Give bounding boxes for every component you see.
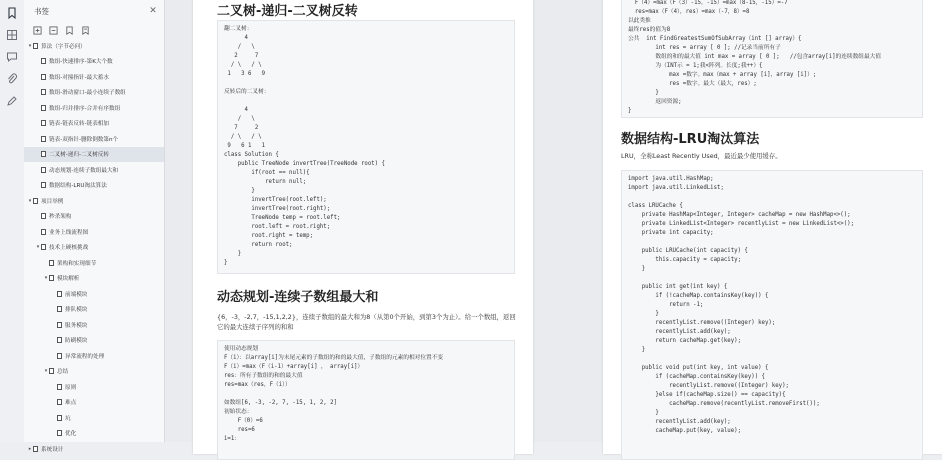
pdf-page-left [193, 0, 533, 454]
bookmark-label: 数组-对撞指针-最大蓄水 [49, 74, 109, 81]
bookmark-label: 系统设计 [41, 446, 64, 453]
bookmark-page-icon [41, 244, 46, 250]
paperclip-icon[interactable] [5, 72, 19, 86]
bookmark-item[interactable] [24, 209, 164, 225]
bookmark-label: 总结 [57, 369, 69, 376]
expand-toggle-icon[interactable]: ▾ [44, 368, 48, 375]
bookmark-item[interactable] [24, 69, 164, 85]
bookmark-item[interactable] [24, 193, 164, 209]
bookmark-page-icon [41, 151, 46, 157]
bookmark-panel [24, 0, 165, 453]
dp-description: {6，-3，-2,7，-15,1,2,2}，连续子数组的最大和为8（从第0个开始，到第3个为止）。给一个数组，返回它的最大连续子序列的和和 [217, 313, 516, 331]
bookmark-item[interactable] [24, 100, 164, 116]
bookmark-icon[interactable] [5, 6, 19, 20]
bookmark-item[interactable] [24, 224, 164, 240]
bookmark-item[interactable] [24, 395, 164, 411]
bookmark-toolbar [24, 22, 164, 38]
pen-icon[interactable] [5, 94, 19, 108]
bookmark-item[interactable] [24, 116, 164, 132]
bookmark-page-icon [33, 43, 38, 49]
bookmark-item[interactable] [24, 364, 164, 380]
expand-toggle-icon[interactable]: ▸ [28, 445, 32, 452]
bookmark-page-icon [57, 322, 62, 328]
expand-toggle-icon[interactable]: ▾ [28, 42, 32, 49]
left-toolbar [0, 0, 25, 442]
bookmark-label: 模块解析 [57, 276, 80, 283]
bookmark-page-icon [41, 213, 46, 219]
bookmark-label: 动态规划-连续子数组最大和 [49, 167, 119, 174]
bookmark-page-icon [41, 229, 46, 235]
bookmark-page-icon [57, 415, 62, 421]
expand-toggle-icon[interactable]: ▾ [28, 197, 32, 204]
bookmark-page-icon [33, 198, 38, 204]
bookmark-page-icon [57, 291, 62, 297]
bookmark-item[interactable] [24, 85, 164, 101]
expand-toggle-icon[interactable]: ▾ [44, 275, 48, 282]
bookmark-page-icon [41, 74, 46, 80]
bookmark-page-icon [41, 136, 46, 142]
bookmark-item[interactable] [24, 317, 164, 333]
section-heading-dp: 动态规划-连续子数组最大和 [217, 290, 379, 305]
section-heading-lru: 数据结构-LRU淘汰算法 [621, 132, 760, 147]
bookmark-item[interactable] [24, 379, 164, 395]
lru-description: LRU，全称Least Recently Used，最近最少使用缓存。 [621, 152, 782, 160]
bookmark-item[interactable] [24, 302, 164, 318]
bookmark-page-icon [41, 167, 46, 173]
bookmark-label: 防刷模块 [65, 338, 88, 345]
bookmark-label: 数组-归并排序-合并有序数组 [49, 105, 121, 112]
bookmark-page-icon [49, 275, 54, 281]
bookmark-item[interactable] [24, 54, 164, 70]
bookmark-page-icon [41, 89, 46, 95]
bookmark-item[interactable] [24, 178, 164, 194]
bookmark-item[interactable] [24, 286, 164, 302]
bookmark-item[interactable] [24, 255, 164, 271]
bookmark-label: 数组-滑动窗口-最小连续子数组 [49, 90, 126, 97]
bookmark-item[interactable] [24, 147, 164, 163]
bookmark-item[interactable] [24, 131, 164, 147]
code-block-dp: 使用动态规划 F（i）：以array[i]为末尾元素的子数组的和的最大值，子数组的元素的相对位置不变 F（i）=max（F（i-1）+array[i] ， array[i]） res：所有子数组的和的最大值 res=max（res，F（i）） 如数组[6, -3, -2, 7, -15, 1, 2, 2] 初始状态： F（0）=6 res=6 i=1： [217, 340, 515, 460]
bookmark-item[interactable] [24, 348, 164, 364]
bookmark-item[interactable] [24, 410, 164, 426]
bookmark-item[interactable] [24, 426, 164, 442]
pdf-page-right [603, 0, 942, 454]
bookmark-label: 链表-双指针-删除倒数第n个 [49, 136, 119, 143]
add-bookmark-icon[interactable] [64, 25, 74, 35]
bookmark-label: 原则 [65, 384, 77, 391]
section-heading-binary-tree: 二叉树-递归-二叉树反转 [217, 4, 358, 19]
bookmark-label: 项目举例 [41, 198, 64, 205]
bookmark-item[interactable] [24, 441, 164, 457]
expand-all-icon[interactable] [32, 25, 42, 35]
bookmark-label: 架构和实现细节 [57, 260, 97, 267]
comment-icon[interactable] [5, 50, 19, 64]
code-block-invert-tree: 翻二叉树： 4 / \ 2 7 / \ / \ 1 3 6 9 反转后的二叉树： 4 / \ 7 2 / \ / \ 9 6 1 1 class Solution { public TreeNode invertTree(TreeNode root) { if(root == null){ return null; } invertTree(root.left); invertTree(root.right); TreeNode temp = root.left; root.left = root.right; root.right = temp; return root; } } [217, 20, 515, 274]
bookmark-label: 算法（字节必问） [41, 43, 86, 50]
code-block-max-subarray: F（4）=max（F（3）-15，-15）=max（8-15，-15）=-7 res=max（F（4），res）=max（-7，8）=8 以此类推 最终res的值为8 公共 int FindGreatestSumOfSubArray（int [] array）{ int res = array [ 0 ]; //记录当前所有子 数组的和的最大值 int max = array [ 0 ]; //包含array[i]的连续数组最大值 为（INT示 = 1;我<阵列。长度;我++）{ max =数字。max（max + array [i]，array [i]）; res =数字。最大（最大，res）; } 返回资源; } [621, 0, 923, 118]
bookmark-page-icon [57, 399, 62, 405]
bookmark-label: 异常流程的处理 [65, 353, 105, 360]
delete-bookmark-icon[interactable] [80, 25, 90, 35]
bookmark-page-icon [41, 182, 46, 188]
bookmark-page-icon [57, 337, 62, 343]
bookmark-page-icon [57, 430, 62, 436]
bookmark-label: 排队模块 [65, 307, 88, 314]
expand-toggle-icon[interactable]: ▾ [36, 244, 40, 251]
collapse-all-icon[interactable] [48, 25, 58, 35]
bookmark-page-icon [41, 120, 46, 126]
document-viewport[interactable] [165, 0, 942, 442]
bookmark-label: 秒杀架构 [49, 214, 72, 221]
bookmark-label: 链表-链表反转-链表相加 [49, 121, 109, 128]
bookmark-tree [24, 38, 164, 457]
bookmark-item[interactable] [24, 271, 164, 287]
bookmark-page-icon [57, 384, 62, 390]
bookmark-page-icon [41, 105, 46, 111]
bookmark-item[interactable] [24, 162, 164, 178]
bookmark-item[interactable] [24, 333, 164, 349]
bookmark-label: 业务上线流程图 [49, 229, 89, 236]
bookmark-page-icon [57, 306, 62, 312]
bookmark-page-icon [57, 353, 62, 359]
grid-icon[interactable] [5, 28, 19, 42]
bookmark-label: 难点 [65, 400, 77, 407]
bookmark-label: 坑 [65, 415, 71, 422]
bookmark-label: 服务模块 [65, 322, 88, 329]
bookmark-panel-header [24, 0, 164, 22]
bookmark-page-icon [33, 446, 38, 452]
bookmark-item[interactable] [24, 38, 164, 54]
bookmark-page-icon [49, 260, 54, 266]
bookmark-label: 数据结构-LRU淘汰算法 [49, 183, 107, 190]
bookmark-page-icon [49, 368, 54, 374]
bookmark-panel-title: 书签 [34, 6, 49, 16]
bookmark-page-icon [41, 58, 46, 64]
bookmark-label: 技术上硬核挑战 [49, 245, 89, 252]
bookmark-item[interactable] [24, 240, 164, 256]
code-block-lru: import java.util.HashMap; import java.util.LinkedList; class LRUCache { private HashMap<Integer, Integer> cacheMap = new HashMap<>(); private LinkedList<Integer> recentlyList = new LinkedList<>(); private int capacity; public LRUCache(int capacity) { this.capacity = capacity; } public int get(int key) { if (!cacheMap.containsKey(key)) { return -1; } recentlyList.remove((Integer) key); recentlyList.add(key); return cacheMap.get(key); } public void put(int key, int value) { if (cacheMap.containsKey(key)) { recentlyList.remove((Integer) key); }else if(cacheMap.size() == capacity){ cacheMap.remove(recentlyList.removeFirst()); } recentlyList.add(key); cacheMap.put(key, value); [621, 170, 923, 460]
bookmark-label: 数组-快速排序-第K大个数 [49, 59, 113, 66]
bookmark-label: 优化 [65, 431, 77, 438]
bookmark-label: 二叉树-递归-二叉树反转 [49, 152, 109, 159]
bookmark-label: 前端模块 [65, 291, 88, 298]
close-icon[interactable]: ✕ [149, 6, 157, 16]
